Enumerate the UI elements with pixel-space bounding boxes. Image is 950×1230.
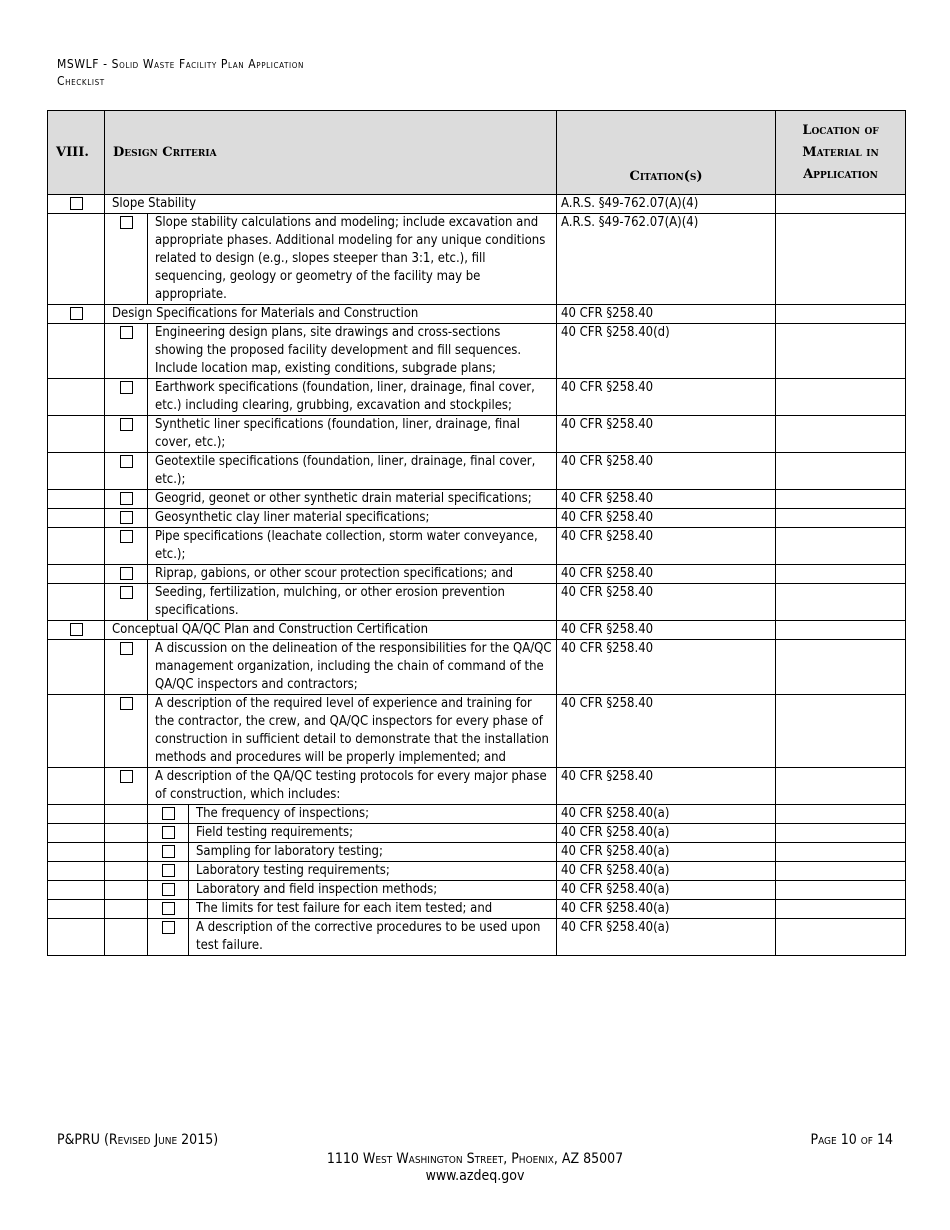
location-input-cell[interactable] bbox=[776, 862, 906, 881]
item-text: Synthetic liner specifications (foundation, liner, drainage, final cover, etc.); bbox=[148, 416, 557, 453]
empty-cell bbox=[48, 453, 105, 490]
checkbox-cell bbox=[105, 490, 148, 509]
checkbox-cell bbox=[148, 919, 189, 956]
checklist-row bbox=[48, 528, 906, 565]
item-citation: 40 CFR §258.40 bbox=[557, 416, 776, 453]
empty-cell bbox=[105, 862, 148, 881]
checkbox-cell bbox=[148, 881, 189, 900]
item-text: Field testing requirements; bbox=[189, 824, 557, 843]
item-text: Engineering design plans, site drawings and cross-sections showing the proposed facility development and fill sequences. Include location map, existing conditions, subgrade plans; bbox=[148, 324, 557, 379]
checkbox-cell bbox=[105, 214, 148, 305]
location-header-line2: Material in bbox=[802, 145, 879, 160]
checkbox[interactable] bbox=[120, 381, 133, 394]
location-input-cell[interactable] bbox=[776, 843, 906, 862]
design-criteria-table bbox=[47, 110, 906, 956]
checkbox-cell bbox=[105, 584, 148, 621]
item-citation: A.R.S. §49-762.07(A)(4) bbox=[557, 195, 776, 214]
checkbox[interactable] bbox=[120, 770, 133, 783]
location-input-cell[interactable] bbox=[776, 565, 906, 584]
location-input-cell[interactable] bbox=[776, 379, 906, 416]
empty-cell bbox=[48, 900, 105, 919]
empty-cell bbox=[105, 824, 148, 843]
checkbox-cell bbox=[148, 900, 189, 919]
document-title bbox=[57, 56, 304, 90]
checklist-row bbox=[48, 824, 906, 843]
checkbox[interactable] bbox=[70, 197, 83, 210]
empty-cell bbox=[48, 528, 105, 565]
item-text: Geogrid, geonet or other synthetic drain material specifications; bbox=[148, 490, 557, 509]
empty-cell bbox=[48, 416, 105, 453]
checkbox-cell bbox=[148, 805, 189, 824]
location-input-cell[interactable] bbox=[776, 509, 906, 528]
location-header-line3: Application bbox=[803, 167, 878, 182]
checkbox[interactable] bbox=[162, 902, 175, 915]
item-text: Sampling for laboratory testing; bbox=[189, 843, 557, 862]
location-input-cell[interactable] bbox=[776, 528, 906, 565]
section-title: Design Criteria bbox=[105, 111, 557, 195]
checkbox[interactable] bbox=[120, 455, 133, 468]
empty-cell bbox=[105, 900, 148, 919]
location-input-cell[interactable] bbox=[776, 324, 906, 379]
checkbox[interactable] bbox=[70, 307, 83, 320]
checkbox[interactable] bbox=[120, 511, 133, 524]
location-input-cell[interactable] bbox=[776, 584, 906, 621]
checkbox-cell bbox=[105, 324, 148, 379]
checkbox[interactable] bbox=[120, 567, 133, 580]
empty-cell bbox=[48, 490, 105, 509]
checklist-row bbox=[48, 195, 906, 214]
checklist-row bbox=[48, 490, 906, 509]
item-citation: 40 CFR §258.40 bbox=[557, 621, 776, 640]
item-text: A discussion on the delineation of the responsibilities for the QA/QC management organization, including the chain of command of the QA/QC inspectors and contractors; bbox=[148, 640, 557, 695]
item-text: A description of the corrective procedures to be used upon test failure. bbox=[189, 919, 557, 956]
item-citation: 40 CFR §258.40(d) bbox=[557, 324, 776, 379]
checklist-row bbox=[48, 805, 906, 824]
checklist-row bbox=[48, 565, 906, 584]
item-text: The frequency of inspections; bbox=[189, 805, 557, 824]
location-input-cell[interactable] bbox=[776, 900, 906, 919]
checkbox[interactable] bbox=[120, 642, 133, 655]
checklist-row bbox=[48, 509, 906, 528]
checklist-row bbox=[48, 862, 906, 881]
location-input-cell[interactable] bbox=[776, 881, 906, 900]
checkbox-cell bbox=[105, 528, 148, 565]
checkbox-cell bbox=[105, 509, 148, 528]
checkbox[interactable] bbox=[162, 845, 175, 858]
checkbox-cell bbox=[105, 695, 148, 768]
citation-header: Citation(s) bbox=[557, 111, 776, 195]
checklist-row bbox=[48, 881, 906, 900]
location-input-cell[interactable] bbox=[776, 695, 906, 768]
empty-cell bbox=[48, 565, 105, 584]
checkbox[interactable] bbox=[162, 883, 175, 896]
item-text: Pipe specifications (leachate collection, storm water conveyance, etc.); bbox=[148, 528, 557, 565]
checkbox-cell bbox=[48, 305, 105, 324]
item-citation: 40 CFR §258.40(a) bbox=[557, 919, 776, 956]
checkbox[interactable] bbox=[120, 492, 133, 505]
item-citation: 40 CFR §258.40 bbox=[557, 565, 776, 584]
empty-cell bbox=[48, 862, 105, 881]
item-citation: 40 CFR §258.40(a) bbox=[557, 805, 776, 824]
checkbox[interactable] bbox=[162, 826, 175, 839]
section-number: VIII. bbox=[48, 111, 105, 195]
item-citation: 40 CFR §258.40 bbox=[557, 305, 776, 324]
empty-cell bbox=[105, 843, 148, 862]
item-text: Riprap, gabions, or other scour protection specifications; and bbox=[148, 565, 557, 584]
empty-cell bbox=[48, 584, 105, 621]
empty-cell bbox=[48, 640, 105, 695]
checkbox[interactable] bbox=[162, 807, 175, 820]
item-text: Design Specifications for Materials and Construction bbox=[105, 305, 557, 324]
checkbox-cell bbox=[148, 862, 189, 881]
item-citation: 40 CFR §258.40 bbox=[557, 640, 776, 695]
item-citation: 40 CFR §258.40 bbox=[557, 695, 776, 768]
footer-address: 1110 West Washington Street, Phoenix, AZ 85007 bbox=[326, 1151, 624, 1167]
document-title-line2: Checklist bbox=[57, 74, 105, 88]
checkbox-cell bbox=[48, 621, 105, 640]
checkbox[interactable] bbox=[162, 921, 175, 934]
empty-cell bbox=[48, 919, 105, 956]
checklist-row bbox=[48, 324, 906, 379]
location-input-cell[interactable] bbox=[776, 621, 906, 640]
checkbox[interactable] bbox=[120, 586, 133, 599]
location-header bbox=[776, 111, 906, 195]
empty-cell bbox=[48, 768, 105, 805]
item-text: Earthwork specifications (foundation, liner, drainage, final cover, etc.) including clearing, grubbing, excavation and stockpiles; bbox=[148, 379, 557, 416]
item-text: Slope Stability bbox=[105, 195, 557, 214]
footer-revision: P&PRU (Revised June 2015) bbox=[57, 1132, 219, 1148]
empty-cell bbox=[48, 379, 105, 416]
item-citation: 40 CFR §258.40(a) bbox=[557, 843, 776, 862]
location-input-cell[interactable] bbox=[776, 768, 906, 805]
location-input-cell[interactable] bbox=[776, 919, 906, 956]
location-input-cell[interactable] bbox=[776, 453, 906, 490]
item-citation: 40 CFR §258.40 bbox=[557, 453, 776, 490]
empty-cell bbox=[48, 881, 105, 900]
empty-cell bbox=[48, 214, 105, 305]
checklist-row bbox=[48, 843, 906, 862]
footer-page-number: Page 10 of 14 bbox=[810, 1132, 893, 1148]
location-input-cell[interactable] bbox=[776, 305, 906, 324]
checklist-row bbox=[48, 379, 906, 416]
item-citation: A.R.S. §49-762.07(A)(4) bbox=[557, 214, 776, 305]
item-text: The limits for test failure for each item tested; and bbox=[189, 900, 557, 919]
checklist-row bbox=[48, 640, 906, 695]
empty-cell bbox=[105, 919, 148, 956]
empty-cell bbox=[48, 805, 105, 824]
footer-website: www.azdeq.gov bbox=[425, 1168, 525, 1184]
checkbox-cell bbox=[105, 453, 148, 490]
location-input-cell[interactable] bbox=[776, 214, 906, 305]
item-citation: 40 CFR §258.40(a) bbox=[557, 900, 776, 919]
item-text: A description of the QA/QC testing protocols for every major phase of construction, which includes: bbox=[148, 768, 557, 805]
checkbox-cell bbox=[105, 379, 148, 416]
checkbox-cell bbox=[48, 195, 105, 214]
item-citation: 40 CFR §258.40(a) bbox=[557, 862, 776, 881]
item-text: Seeding, fertilization, mulching, or other erosion prevention specifications. bbox=[148, 584, 557, 621]
empty-cell bbox=[48, 324, 105, 379]
footer-address-block bbox=[0, 1151, 950, 1185]
item-text: Geosynthetic clay liner material specifications; bbox=[148, 509, 557, 528]
checklist-body bbox=[48, 195, 906, 956]
table-header-row bbox=[48, 111, 906, 195]
location-input-cell[interactable] bbox=[776, 824, 906, 843]
checkbox[interactable] bbox=[120, 697, 133, 710]
checkbox-cell bbox=[105, 416, 148, 453]
checklist-row bbox=[48, 900, 906, 919]
checklist-row bbox=[48, 768, 906, 805]
checkbox-cell bbox=[148, 824, 189, 843]
item-citation: 40 CFR §258.40 bbox=[557, 490, 776, 509]
item-citation: 40 CFR §258.40 bbox=[557, 379, 776, 416]
checkbox[interactable] bbox=[120, 530, 133, 543]
checkbox-cell bbox=[148, 843, 189, 862]
location-input-cell[interactable] bbox=[776, 195, 906, 214]
location-input-cell[interactable] bbox=[776, 490, 906, 509]
item-text: A description of the required level of experience and training for the contractor, the crew, and QA/QC inspectors for every phase of construction in sufficient detail to demonstrate that the installation methods and procedures will be properly implemented; and bbox=[148, 695, 557, 768]
checklist-row bbox=[48, 621, 906, 640]
location-input-cell[interactable] bbox=[776, 640, 906, 695]
empty-cell bbox=[48, 824, 105, 843]
item-text: Laboratory testing requirements; bbox=[189, 862, 557, 881]
location-header-line1: Location of bbox=[802, 123, 879, 138]
checklist-row bbox=[48, 214, 906, 305]
checklist-row bbox=[48, 695, 906, 768]
item-citation: 40 CFR §258.40(a) bbox=[557, 881, 776, 900]
empty-cell bbox=[48, 843, 105, 862]
location-input-cell[interactable] bbox=[776, 805, 906, 824]
empty-cell bbox=[105, 881, 148, 900]
empty-cell bbox=[48, 695, 105, 768]
item-text: Slope stability calculations and modeling; include excavation and appropriate phases. Additional modeling for any unique conditions related to design (e.g., slopes steeper than 3:1, etc.), fill sequencing, geology or geometry of the facility may be appropriate. bbox=[148, 214, 557, 305]
checklist-row bbox=[48, 453, 906, 490]
item-text: Conceptual QA/QC Plan and Construction Certification bbox=[105, 621, 557, 640]
item-citation: 40 CFR §258.40 bbox=[557, 528, 776, 565]
document-title-line1: MSWLF - Solid Waste Facility Plan Application bbox=[57, 57, 304, 71]
checklist-row bbox=[48, 305, 906, 324]
checklist-row bbox=[48, 584, 906, 621]
checkbox[interactable] bbox=[120, 216, 133, 229]
checkbox-cell bbox=[105, 768, 148, 805]
empty-cell bbox=[105, 805, 148, 824]
item-text: Geotextile specifications (foundation, liner, drainage, final cover, etc.); bbox=[148, 453, 557, 490]
checklist-row bbox=[48, 919, 906, 956]
location-input-cell[interactable] bbox=[776, 416, 906, 453]
item-citation: 40 CFR §258.40 bbox=[557, 768, 776, 805]
item-citation: 40 CFR §258.40(a) bbox=[557, 824, 776, 843]
checkbox[interactable] bbox=[120, 418, 133, 431]
item-citation: 40 CFR §258.40 bbox=[557, 584, 776, 621]
checkbox-cell bbox=[105, 565, 148, 584]
checkbox[interactable] bbox=[70, 623, 83, 636]
empty-cell bbox=[48, 509, 105, 528]
item-text: Laboratory and field inspection methods; bbox=[189, 881, 557, 900]
checkbox-cell bbox=[105, 640, 148, 695]
checklist-row bbox=[48, 416, 906, 453]
item-citation: 40 CFR §258.40 bbox=[557, 509, 776, 528]
checkbox[interactable] bbox=[120, 326, 133, 339]
checkbox[interactable] bbox=[162, 864, 175, 877]
